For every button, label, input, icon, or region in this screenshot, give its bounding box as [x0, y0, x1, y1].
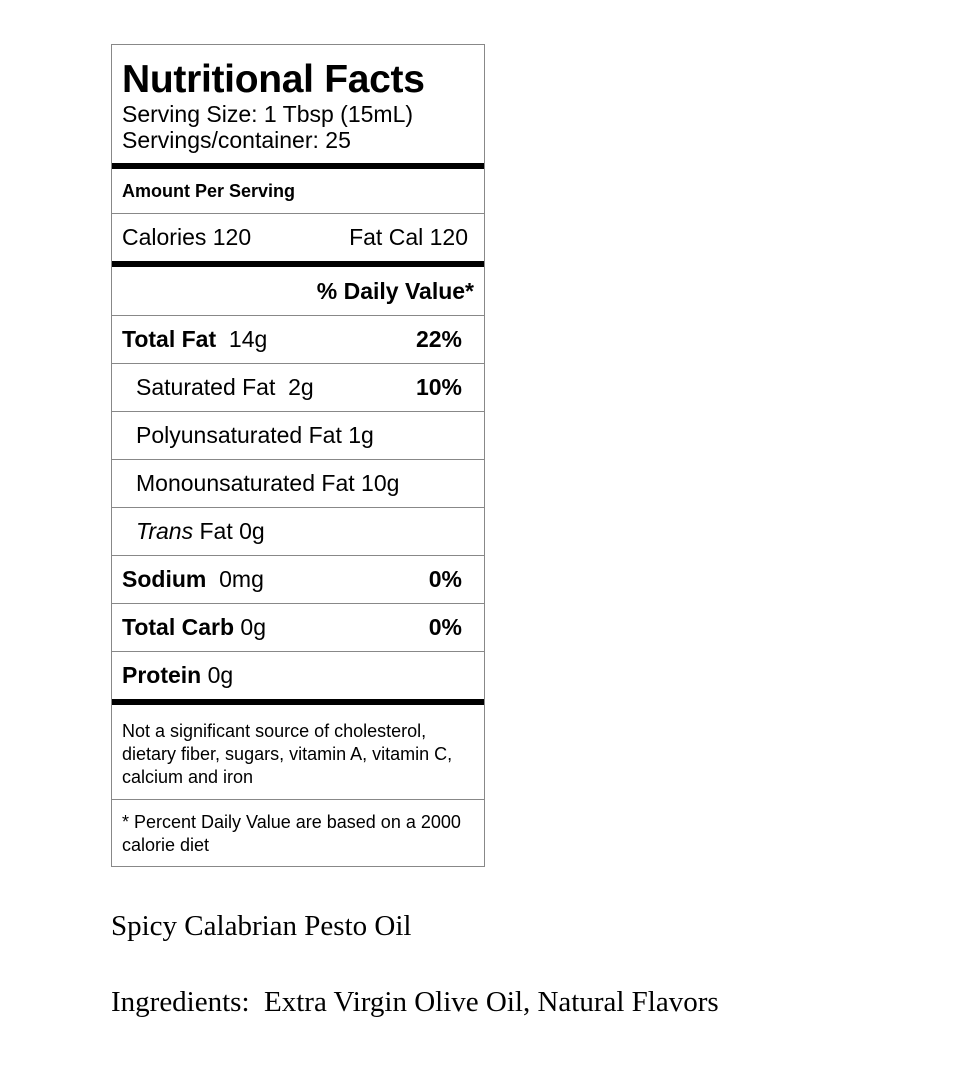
daily-value-header: % Daily Value* — [112, 267, 484, 316]
nutrient-amount: 2g — [275, 374, 314, 400]
ingredients-list: Ingredients: Extra Virgin Olive Oil, Natural Flavors — [111, 986, 719, 1018]
nutrient-name: Total Fat — [122, 326, 217, 352]
amount-per-serving: Amount Per Serving — [112, 169, 484, 214]
nutrient-amount: 0g — [201, 662, 234, 688]
nutrient-amount: 14g — [216, 326, 268, 352]
nutrient-name: Monounsaturated Fat 10g — [136, 470, 400, 496]
nutrition-facts-label — [111, 44, 485, 867]
nutrient-name-italic: Trans — [136, 518, 194, 544]
label-header — [112, 45, 484, 169]
nutrient-row-trans-fat — [112, 508, 484, 556]
nutrient-row-saturated-fat — [112, 364, 484, 412]
nutrient-amount: 0g — [234, 614, 267, 640]
fat-calories-value: Fat Cal 120 — [349, 224, 468, 250]
nutrient-row-sodium — [112, 556, 484, 604]
nutrient-name: Saturated Fat — [136, 374, 276, 400]
nutrient-row-monounsaturated-fat — [112, 460, 484, 508]
footnote-insignificant-sources: Not a significant source of cholesterol, dietary fiber, sugars, vitamin A, vitamin C, calcium and iron — [112, 705, 484, 800]
nutrient-row-polyunsaturated-fat — [112, 412, 484, 460]
nutrient-daily-value: 0% — [428, 614, 462, 640]
calories-value: Calories 120 — [122, 224, 252, 250]
nutrient-name: Sodium — [122, 566, 207, 592]
label-title: Nutritional Facts — [122, 58, 425, 101]
nutrient-row-protein — [112, 652, 484, 705]
nutrient-name-rest: Fat 0g — [193, 518, 265, 544]
nutrient-daily-value: 0% — [428, 566, 462, 592]
nutrient-daily-value: 22% — [415, 326, 462, 352]
serving-size: Serving Size: 1 Tbsp (15mL) — [122, 101, 414, 127]
nutrient-name: Polyunsaturated Fat 1g — [136, 422, 374, 448]
nutrient-row-total-carb — [112, 604, 484, 652]
nutrient-row-total-fat — [112, 316, 484, 364]
footnote-daily-value: * Percent Daily Value are based on a 2000 calorie diet — [122, 812, 461, 855]
calories-row — [112, 214, 484, 267]
product-name: Spicy Calabrian Pesto Oil — [111, 910, 412, 942]
nutrient-daily-value: 10% — [415, 374, 462, 400]
nutrient-name: Total Carb — [122, 614, 235, 640]
nutrient-amount: 0mg — [206, 566, 264, 592]
nutrient-name: Protein — [122, 662, 202, 688]
servings-per-container: Servings/container: 25 — [122, 127, 351, 153]
